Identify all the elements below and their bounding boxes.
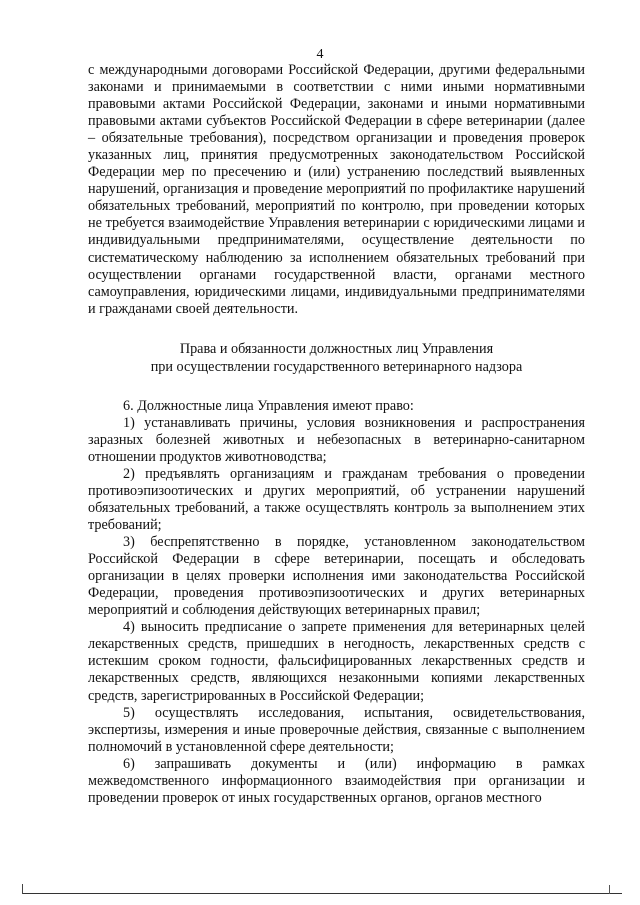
list-item-6: 6) запрашивать документы и (или) информацию в рамках межведомственного информационного взаимодействия при организации и проведении проверок от иных государственных органов, органов местного xyxy=(88,755,585,806)
list-item-4: 4) выносить предписание о запрете применения для ветеринарных целей лекарственных средств, пришедших в негодность, лекарственных средств с истекшим сроком годности, фальсифицированных лекарственных средств и лекарственных средств, являющихся незаконными копиями лекарственных средств, зарегистрированных в Российской Федерации; xyxy=(88,619,585,704)
list-item-3: 3) беспрепятственно в порядке, установленном законодательством Российской Федерации в сфере ветеринарии, посещать и обследовать организации в целях проверки исполнения ими законодательства Российской Федерации, проведения противоэпизоотических и других ветеринарных мероприятий и соблюдения действующих ветеринарных правил; xyxy=(88,534,585,619)
section-heading-line-1: Права и обязанности должностных лиц Управления xyxy=(179,340,494,357)
list-item-5: 5) осуществлять исследования, испытания, освидетельствования, экспертизы, измерения и иные проверочные действия, связанные с выполнением полномочий в установленной сфере деятельности; xyxy=(88,704,585,755)
section-heading-line-2: при осуществлении государственного ветеринарного надзора xyxy=(150,358,523,375)
page-number: 4 xyxy=(316,47,324,62)
list-item-1: 1) устанавливать причины, условия возникновения и распространения заразных болезней животных и небезопасных в ветеринарно-санитарном отношении продуктов животноводства; xyxy=(88,414,585,465)
list-item-2: 2) предъявлять организациям и гражданам требования о проведении противоэпизоотических и других мероприятий, об устранении нарушений обязательных требований, а также осуществлять контроль за выполнением этих требований; xyxy=(88,465,585,534)
scan-left-mark xyxy=(22,884,23,894)
section-heading xyxy=(88,340,585,376)
scan-right-mark xyxy=(609,885,610,894)
intro-paragraph: с международными договорами Российской Федерации, другими федеральными законами и принимаемыми в соответствии с ними иными нормативными правовыми актами Российской Федерации, законами и иными нормативными правовыми актами субъектов Российской Федерации в сфере ветеринарии (далее – обязательные требования), посредством организации и проведения проверок указанных лиц, принятия предусмотренных законодательством Российской Федерации мер по пресечению и (или) устранению последствий выявленных нарушений, организация и проведение мероприятий по профилактике нарушений обязательных требований, мероприятий по контролю, при проведении которых не требуется взаимодействие Управления ветеринарии с юридическими лицами и индивидуальными предпринимателями, осуществление деятельности по систематическому наблюдению за исполнением обязательных требований при осуществлении органами государственной власти, органами местного самоуправления, юридическими лицами, индивидуальными предпринимателями и гражданами своей деятельности. xyxy=(88,62,585,317)
section-intro: 6. Должностные лица Управления имеют право: xyxy=(123,397,414,414)
scan-bottom-rule xyxy=(22,893,622,894)
document-body xyxy=(88,62,585,807)
